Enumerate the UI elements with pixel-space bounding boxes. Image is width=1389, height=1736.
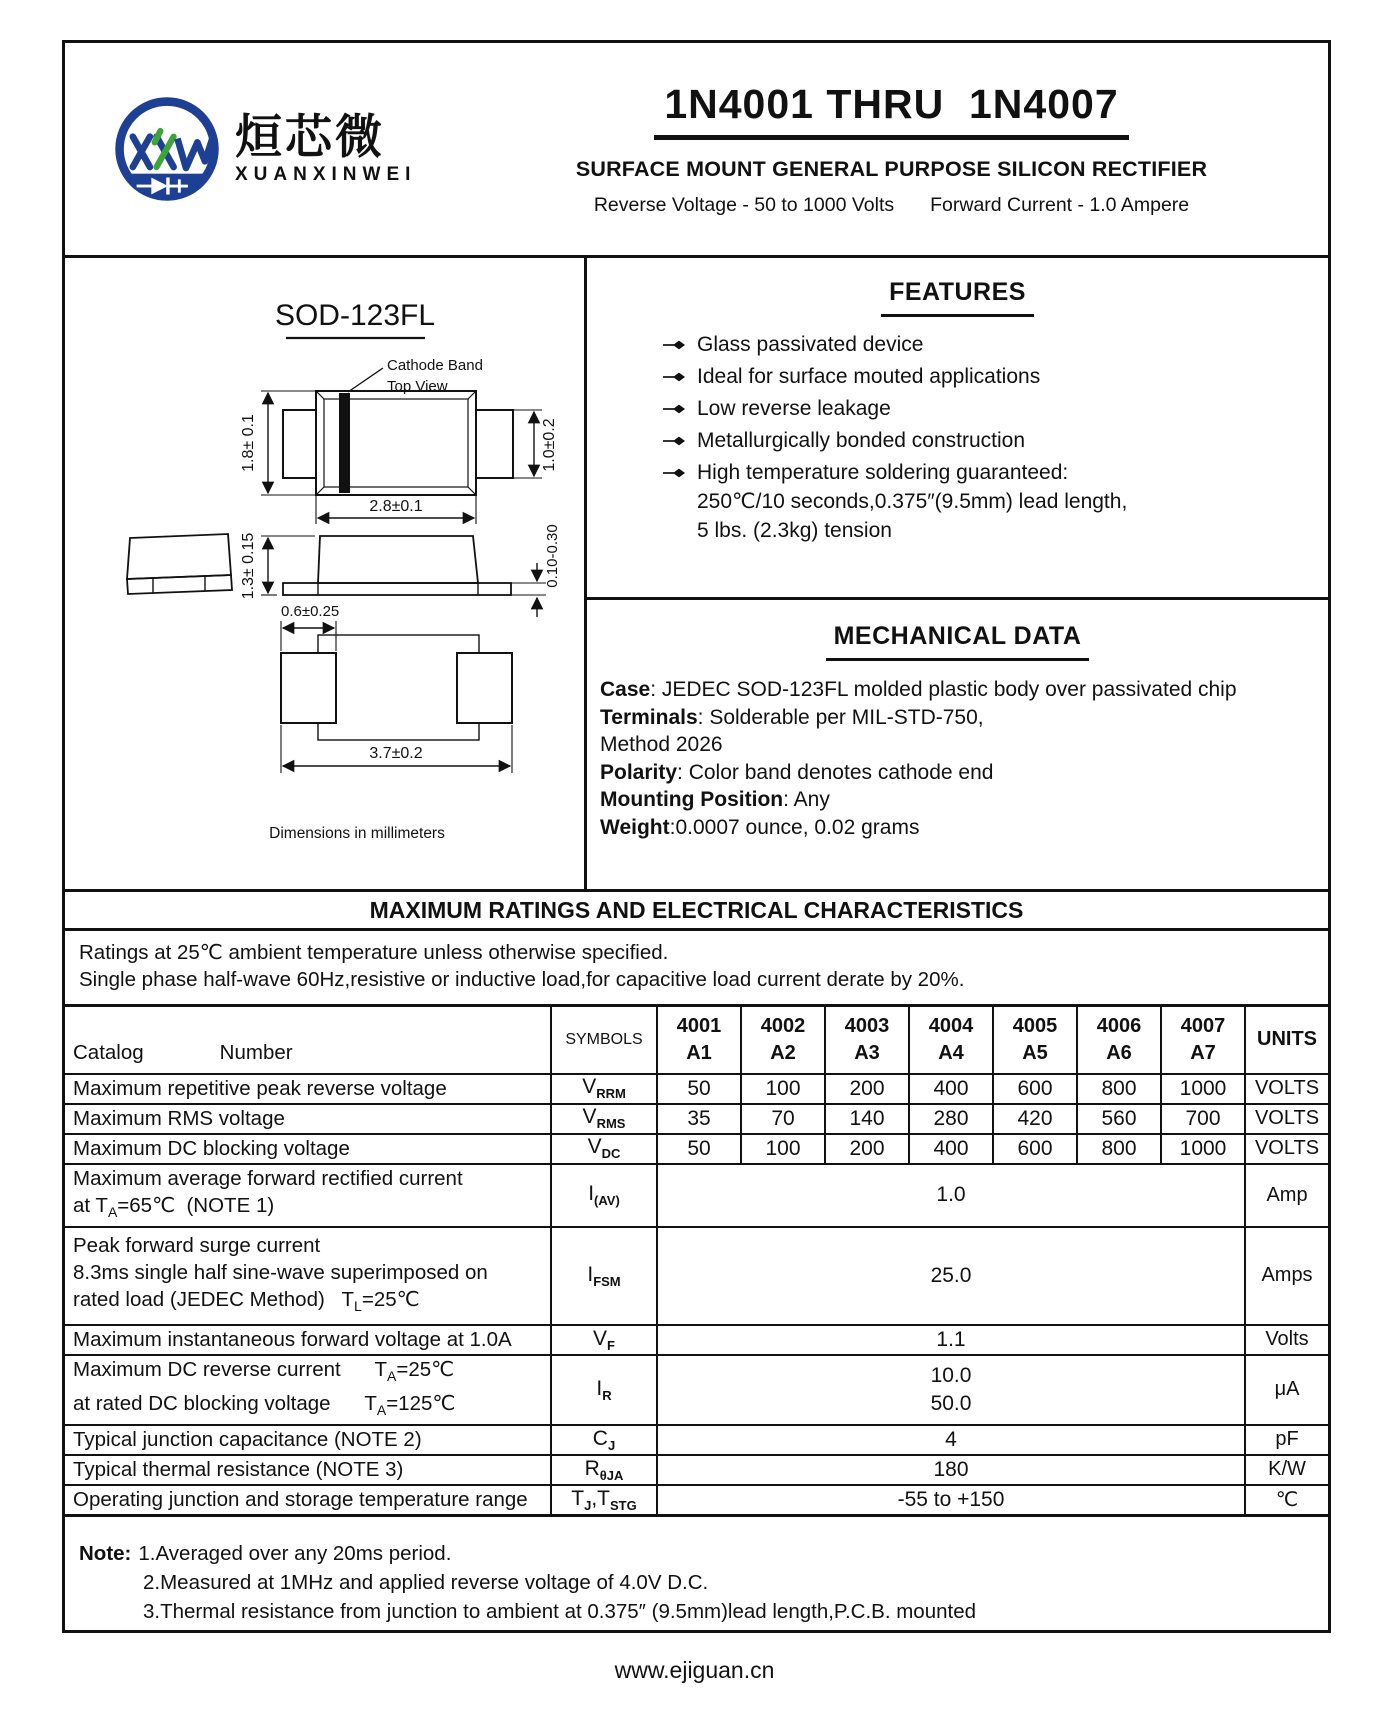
feature-continuation: 5 lbs. (2.3kg) tension bbox=[697, 519, 892, 542]
table-row bbox=[65, 1355, 1328, 1425]
value-cell: 1000 bbox=[1161, 1074, 1245, 1104]
parameter-line: Typical thermal resistance (NOTE 3) bbox=[73, 1458, 404, 1482]
title-block bbox=[483, 81, 1328, 217]
feature-line bbox=[663, 331, 1328, 359]
dim-body-height: 1.8± 0.1 bbox=[240, 414, 257, 472]
table-body bbox=[65, 1074, 1328, 1516]
parameter-line: Operating junction and storage temperature range bbox=[73, 1488, 528, 1512]
mechanical-data-label: Mounting Position bbox=[600, 788, 784, 811]
unit-cell: Amp bbox=[1245, 1164, 1328, 1227]
symbols-column-header: SYMBOLS bbox=[551, 1006, 657, 1074]
feature-line bbox=[663, 363, 1328, 391]
table-header-row bbox=[65, 1006, 1328, 1074]
model-number: 4002 bbox=[760, 1014, 806, 1037]
value-cell: 100 bbox=[741, 1134, 825, 1164]
catalog-word: Number bbox=[219, 1040, 293, 1064]
mechanical-data-value: : Any bbox=[783, 788, 830, 811]
model-suffix: A6 bbox=[1106, 1041, 1132, 1064]
mechanical-data-lines bbox=[600, 676, 1315, 841]
value-cell: 420 bbox=[993, 1104, 1077, 1134]
parameter-line: Maximum RMS voltage bbox=[73, 1107, 285, 1130]
feature-text: Low reverse leakage bbox=[697, 397, 891, 420]
symbol-cell: $V_{DC}$ bbox=[551, 1134, 657, 1164]
parameter-cell bbox=[65, 1485, 551, 1516]
parameter-line: Typical junction capacitance (NOTE 2) bbox=[73, 1428, 422, 1452]
dim-overall-width: 3.7±0.2 bbox=[369, 745, 423, 762]
dim-profile-height: 1.3± 0.15 bbox=[240, 532, 257, 600]
mechanical-data-section bbox=[587, 600, 1328, 889]
package-and-features-section bbox=[65, 258, 1328, 889]
symbol-cell: $V_{RRM}$ bbox=[551, 1074, 657, 1104]
parameter-line: Peak forward surge current bbox=[73, 1233, 321, 1257]
units-column-header: UNITS bbox=[1245, 1006, 1328, 1074]
parameter-cell bbox=[65, 1355, 551, 1425]
unit-cell: VOLTS bbox=[1245, 1074, 1328, 1104]
value-cell: 700 bbox=[1161, 1104, 1245, 1134]
model-number: 4004 bbox=[928, 1014, 974, 1037]
cathode-band-mark bbox=[339, 393, 350, 493]
callout-cathode-band: Cathode Band bbox=[387, 357, 483, 374]
logo-mark-icon bbox=[111, 93, 223, 205]
notes-section bbox=[65, 1517, 1328, 1626]
model-column-header bbox=[741, 1006, 825, 1074]
electrical-summary bbox=[483, 194, 1300, 217]
note-label: Note: bbox=[79, 1541, 132, 1565]
model-number: 4007 bbox=[1180, 1014, 1226, 1037]
value-line: 1.0 bbox=[936, 1183, 966, 1207]
unit-cell: μA bbox=[1245, 1355, 1328, 1425]
feature-text: Metallurgically bonded construction bbox=[697, 429, 1026, 452]
table-row bbox=[65, 1074, 1328, 1104]
mechanical-data-value: : Solderable per MIL-STD-750, bbox=[697, 705, 984, 729]
model-suffix: A3 bbox=[854, 1041, 880, 1064]
logo-text bbox=[235, 109, 417, 186]
value-cell: 800 bbox=[1077, 1074, 1161, 1104]
logo-latin-name: XUANXINWEI bbox=[235, 164, 417, 186]
model-column-header bbox=[909, 1006, 993, 1074]
value-cell-span bbox=[657, 1164, 1245, 1227]
value-cell: 50 bbox=[657, 1074, 741, 1104]
condition-line-2: Single phase half-wave 60Hz,resistive or inductive load,for capacitive load current derate by 20%. bbox=[79, 968, 965, 991]
feature-line bbox=[663, 459, 1328, 487]
model-suffix: A1 bbox=[686, 1041, 712, 1064]
dimensions-note: Dimensions in millimeters bbox=[269, 825, 445, 842]
table-row bbox=[65, 1104, 1328, 1134]
mechanical-data-value: : JEDEC SOD-123FL molded plastic body over passivated chip bbox=[650, 678, 1237, 701]
value-line: 10.0 bbox=[930, 1363, 972, 1387]
mechanical-data-line bbox=[600, 786, 1315, 814]
value-cell-span bbox=[657, 1425, 1245, 1455]
value-cell: 50 bbox=[657, 1134, 741, 1164]
value-line: 50.0 bbox=[930, 1391, 972, 1415]
footer-link[interactable]: www.ejiguan.cn bbox=[614, 1657, 775, 1683]
callout-top-view: Top View bbox=[387, 378, 448, 395]
table-header bbox=[65, 1006, 1328, 1074]
table-row bbox=[65, 1425, 1328, 1455]
feature-line bbox=[663, 395, 1328, 423]
mechanical-data-line bbox=[600, 731, 1315, 759]
model-column-header bbox=[1077, 1006, 1161, 1074]
diamond-bullet-icon bbox=[663, 339, 687, 351]
value-line: -55 to +150 bbox=[897, 1487, 1005, 1511]
table-row bbox=[65, 1164, 1328, 1227]
model-column-header bbox=[657, 1006, 741, 1074]
value-line: 180 bbox=[933, 1457, 969, 1481]
value-cell-span bbox=[657, 1455, 1245, 1485]
feature-item bbox=[663, 459, 1328, 545]
value-cell: 400 bbox=[909, 1134, 993, 1164]
mechanical-data-line bbox=[600, 814, 1315, 842]
value-cell-span bbox=[657, 1325, 1245, 1355]
feature-line bbox=[663, 427, 1328, 455]
condition-line-1: Ratings at 25℃ ambient temperature unless otherwise specified. bbox=[79, 941, 669, 964]
mechanical-data-label: Polarity bbox=[600, 760, 678, 784]
diamond-bullet-icon bbox=[663, 467, 687, 479]
reverse-voltage-summary: Reverse Voltage - 50 to 1000 Volts bbox=[593, 194, 895, 216]
parameter-cell bbox=[65, 1134, 551, 1164]
value-cell: 560 bbox=[1077, 1104, 1161, 1134]
feature-text: High temperature soldering guaranteed: bbox=[697, 461, 1069, 484]
value-cell: 280 bbox=[909, 1104, 993, 1134]
mechanical-data-label: Case bbox=[600, 678, 651, 701]
parameter-line: Maximum repetitive peak reverse voltage bbox=[73, 1077, 447, 1100]
feature-item bbox=[663, 363, 1328, 391]
logo-chinese-name: 烜芯微 bbox=[235, 109, 385, 163]
note-line bbox=[79, 1539, 1328, 1568]
mechanical-data-value: :0.0007 ounce, 0.02 grams bbox=[669, 815, 920, 839]
feature-continuation: 250℃/10 seconds,0.375″(9.5mm) lead length, bbox=[697, 490, 1128, 513]
symbol-cell: $T_J,T_{STG}$ bbox=[551, 1485, 657, 1516]
unit-cell: VOLTS bbox=[1245, 1104, 1328, 1134]
value-line: 4 bbox=[945, 1427, 957, 1451]
parameter-cell bbox=[65, 1227, 551, 1325]
symbol-cell: $I_R$ bbox=[551, 1355, 657, 1425]
dim-body-width: 2.8±0.1 bbox=[369, 498, 423, 515]
right-panel bbox=[587, 258, 1328, 889]
diamond-bullet-icon bbox=[663, 435, 687, 447]
symbol-cell: $C_J$ bbox=[551, 1425, 657, 1455]
mechanical-data-line bbox=[600, 676, 1315, 704]
diamond-bullet-icon bbox=[663, 403, 687, 415]
company-logo bbox=[111, 93, 483, 205]
parameter-cell bbox=[65, 1104, 551, 1134]
symbol-cell: $V_F$ bbox=[551, 1325, 657, 1355]
value-cell: 600 bbox=[993, 1134, 1077, 1164]
parameter-cell bbox=[65, 1074, 551, 1104]
note-item: 3.Thermal resistance from junction to ambient at 0.375″ (9.5mm)lead length,P.C.B. mounted bbox=[143, 1599, 976, 1623]
value-cell: 200 bbox=[825, 1074, 909, 1104]
table-row bbox=[65, 1485, 1328, 1516]
footer bbox=[0, 1657, 1389, 1684]
table-row bbox=[65, 1134, 1328, 1164]
value-cell: 70 bbox=[741, 1104, 825, 1134]
parameter-line: rated load (JEDEC Method) $T_L=25℃$ bbox=[73, 1287, 420, 1314]
parameter-cell bbox=[65, 1164, 551, 1227]
part-number-title: 1N4001 THRU 1N4007 bbox=[654, 81, 1128, 140]
features-heading: FEATURES bbox=[881, 278, 1034, 317]
value-cell-span bbox=[657, 1227, 1245, 1325]
symbol-cell: $I_{(AV)}$ bbox=[551, 1164, 657, 1227]
parameter-line: Maximum instantaneous forward voltage at 1.0A bbox=[73, 1328, 512, 1352]
unit-cell: ℃ bbox=[1245, 1485, 1328, 1516]
max-ratings-banner: MAXIMUM RATINGS AND ELECTRICAL CHARACTERISTICS bbox=[65, 889, 1328, 931]
model-suffix: A7 bbox=[1190, 1041, 1216, 1064]
dim-pad-width: 0.6±0.25 bbox=[281, 603, 340, 620]
feature-item bbox=[663, 395, 1328, 423]
parameter-line: at rated DC blocking voltage $T_A=125℃$ bbox=[73, 1391, 456, 1418]
value-cell: 100 bbox=[741, 1074, 825, 1104]
symbol-cell: $I_{FSM}$ bbox=[551, 1227, 657, 1325]
parameter-line: 8.3ms single half sine-wave superimposed on bbox=[73, 1260, 488, 1284]
value-line: 1.1 bbox=[936, 1327, 966, 1351]
value-cell: 800 bbox=[1077, 1134, 1161, 1164]
note-item: 1.Averaged over any 20ms period. bbox=[138, 1541, 452, 1565]
symbol-cell: $V_{RMS}$ bbox=[551, 1104, 657, 1134]
parameter-line: Maximum DC blocking voltage bbox=[73, 1137, 350, 1160]
unit-cell: K/W bbox=[1245, 1455, 1328, 1485]
model-number: 4001 bbox=[676, 1014, 722, 1037]
parameter-cell bbox=[65, 1425, 551, 1455]
feature-text: Glass passivated device bbox=[697, 333, 924, 356]
model-number: 4003 bbox=[844, 1014, 890, 1037]
mechanical-data-value: : Color band denotes cathode end bbox=[677, 760, 994, 784]
feature-text: Ideal for surface mouted applications bbox=[697, 365, 1041, 388]
table-row bbox=[65, 1455, 1328, 1485]
unit-cell: VOLTS bbox=[1245, 1134, 1328, 1164]
mechanical-data-heading: MECHANICAL DATA bbox=[826, 622, 1090, 661]
ratings-table bbox=[65, 1004, 1328, 1517]
subtitle: SURFACE MOUNT GENERAL PURPOSE SILICON RECTIFIER bbox=[575, 157, 1208, 181]
feature-item bbox=[663, 427, 1328, 455]
dim-lead-thickness: 0.10-0.30 bbox=[544, 524, 561, 588]
mechanical-data-value: Method 2026 bbox=[600, 733, 723, 756]
unit-cell: Amps bbox=[1245, 1227, 1328, 1325]
catalog-number-label bbox=[65, 1041, 550, 1073]
parameter-line: Maximum average forward rectified current bbox=[73, 1166, 463, 1190]
model-number: 4006 bbox=[1096, 1014, 1142, 1037]
feature-item bbox=[663, 331, 1328, 359]
model-column-header bbox=[993, 1006, 1077, 1074]
model-suffix: A5 bbox=[1022, 1041, 1048, 1064]
parameter-line: Maximum DC reverse current $T_A=25℃$ bbox=[73, 1357, 455, 1384]
model-column-header bbox=[825, 1006, 909, 1074]
mechanical-data-label: Terminals bbox=[600, 705, 698, 729]
unit-cell: Volts bbox=[1245, 1325, 1328, 1355]
package-diagram bbox=[65, 258, 584, 886]
unit-cell: pF bbox=[1245, 1425, 1328, 1455]
model-column-header bbox=[1161, 1006, 1245, 1074]
value-cell-span bbox=[657, 1355, 1245, 1425]
mechanical-data-line bbox=[600, 759, 1315, 787]
mechanical-data-label: Weight bbox=[600, 815, 670, 839]
value-cell-span bbox=[657, 1485, 1245, 1516]
datasheet-page bbox=[62, 40, 1331, 1633]
value-cell: 140 bbox=[825, 1104, 909, 1134]
value-cell: 600 bbox=[993, 1074, 1077, 1104]
catalog-number-header bbox=[65, 1006, 551, 1074]
model-suffix: A2 bbox=[770, 1041, 796, 1064]
model-number: 4005 bbox=[1012, 1014, 1058, 1037]
model-suffix: A4 bbox=[938, 1041, 964, 1064]
features-list bbox=[663, 331, 1328, 545]
catalog-word: Catalog bbox=[73, 1040, 144, 1064]
mechanical-data-line bbox=[600, 704, 1315, 732]
value-cell: 200 bbox=[825, 1134, 909, 1164]
value-line: 25.0 bbox=[930, 1263, 972, 1287]
table-row bbox=[65, 1227, 1328, 1325]
value-cell: 1000 bbox=[1161, 1134, 1245, 1164]
package-outline-panel bbox=[65, 258, 587, 889]
features-section bbox=[587, 258, 1328, 600]
value-cell: 35 bbox=[657, 1104, 741, 1134]
rating-conditions bbox=[65, 931, 1328, 1004]
dim-lead-width: 1.0±0.2 bbox=[541, 418, 558, 472]
package-name: SOD-123FL bbox=[274, 299, 436, 332]
forward-current-summary: Forward Current - 1.0 Ampere bbox=[930, 194, 1190, 216]
parameter-line: at $T_A=65℃$ (NOTE 1) bbox=[73, 1193, 275, 1220]
header bbox=[65, 43, 1328, 258]
parameter-cell bbox=[65, 1455, 551, 1485]
note-item: 2.Measured at 1MHz and applied reverse voltage of 4.0V D.C. bbox=[143, 1570, 709, 1594]
value-cell: 400 bbox=[909, 1074, 993, 1104]
table-row bbox=[65, 1325, 1328, 1355]
diamond-bullet-icon bbox=[663, 371, 687, 383]
parameter-cell bbox=[65, 1325, 551, 1355]
symbol-cell: $R_{\theta JA}$ bbox=[551, 1455, 657, 1485]
